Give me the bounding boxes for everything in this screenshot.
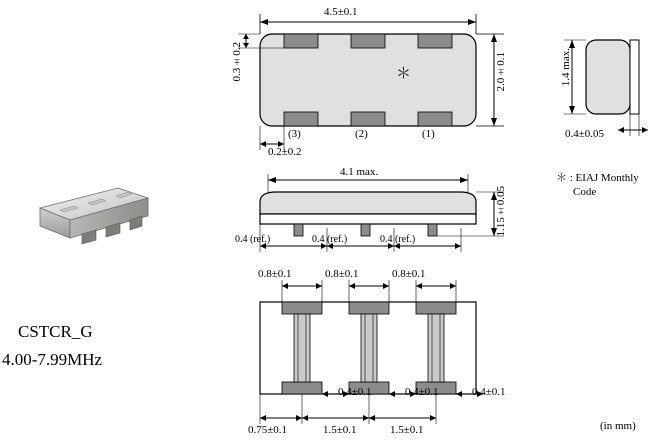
- part-name-label: CSTCR_G: [18, 322, 93, 341]
- bottom-view-pitch-dim-3: 1.5±0.1: [390, 424, 424, 436]
- end-view-thickness-dim: 1.4 max.: [560, 48, 572, 87]
- side-view-pitch-dim-1: 0.4 (ref.): [235, 234, 271, 245]
- part-frequency-label: 4.00-7.99MHz: [2, 350, 103, 369]
- side-view-pitch-dim-2: 0.4 (ref.): [312, 234, 348, 245]
- eiaj-note-line2: Code: [573, 186, 597, 198]
- eiaj-mark: ＊: [396, 66, 412, 82]
- top-view-pad-offset-dim: 0.2±0.2: [268, 146, 302, 158]
- bottom-view-gap-dim-3: 0.4±0.1: [472, 386, 506, 398]
- bottom-view-pitch-dim-2: 1.5±0.1: [323, 424, 357, 436]
- terminal-label-2: (2): [355, 128, 368, 140]
- side-view-pitch-dim-3: 0.4 (ref.): [380, 234, 416, 245]
- units-note: (in mm): [600, 420, 636, 432]
- bottom-view-pad-width-dim-2: 0.8±0.1: [325, 268, 359, 280]
- bottom-view-pad-width-dim-1: 0.8±0.1: [258, 268, 292, 280]
- terminal-label-3: (3): [288, 128, 301, 140]
- eiaj-note-line1: ＊ : EIAJ Monthly: [556, 172, 639, 184]
- top-view-width-dim: 4.5±0.1: [324, 6, 358, 18]
- side-view-body-height-dim: 1.15±0.05: [495, 186, 507, 237]
- top-view-pad-width-dim: 0.3±0.2: [231, 42, 243, 82]
- bottom-view-gap-dim-1: 0.4±0.1: [338, 386, 372, 398]
- side-view-drawing: [228, 168, 528, 258]
- bottom-view-pad-width-dim-3: 0.8±0.1: [392, 268, 426, 280]
- terminal-label-1: (1): [422, 128, 435, 140]
- product-photo: [22, 180, 162, 270]
- bottom-view-pitch-dim-1: 0.75±0.1: [248, 424, 288, 436]
- top-view-height-dim: 2.0±0.1: [495, 52, 507, 92]
- side-view-body-width-dim: 4.1 max.: [340, 166, 379, 178]
- end-view-lead-thickness-dim: 0.4±0.05: [565, 128, 605, 140]
- top-view-drawing: [228, 8, 528, 163]
- bottom-view-gap-dim-2: 0.4±0.1: [405, 386, 439, 398]
- bottom-view-drawing: [228, 268, 528, 438]
